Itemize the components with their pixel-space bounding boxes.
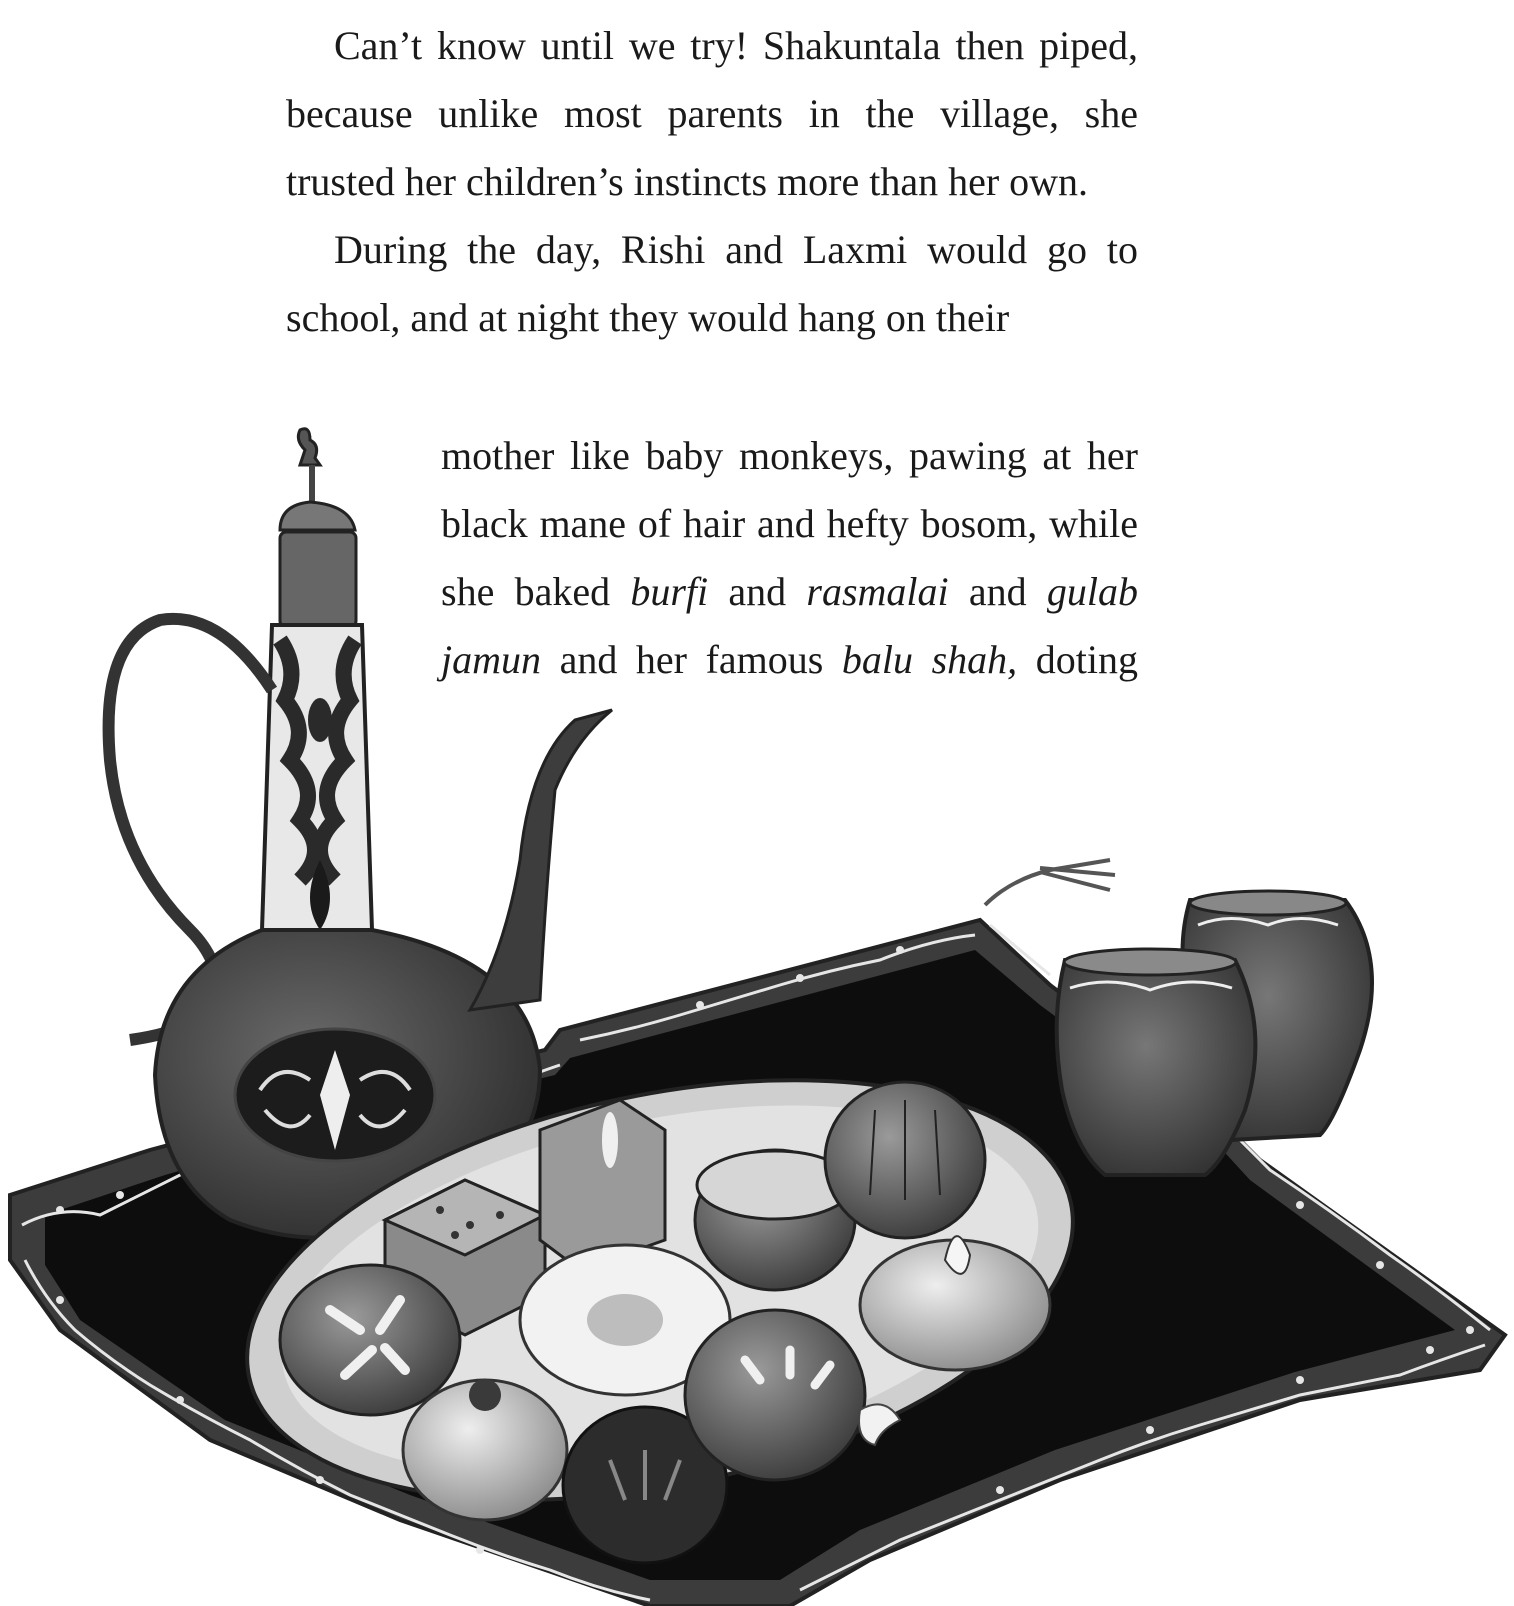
text-line: black mane of hair and hefty bosom, while [441,501,1138,546]
sweet-name: burfi [630,569,709,614]
sweet-name: balu shah, [841,637,1018,682]
paragraph-2: During the day, Rishi and Laxmi would go to school, and at night they would hang on their [286,227,1138,340]
sweet-name: gulab [1046,569,1138,614]
paragraph-1: Can’t know until we try! Shakuntala then piped, because unlike most parents in the village, she trusted her children’s instincts more than her own. [286,23,1138,204]
sweet-name: jamun [441,637,541,682]
text-run: doting [1017,637,1138,682]
clay-pot-icon [1057,949,1256,1175]
text-run: and [708,569,807,614]
text-run: and [948,569,1047,614]
text-run: and her famous [541,637,842,682]
text-run: she baked [441,569,631,614]
text-line: mother like baby monkeys, pawing at her [441,433,1138,478]
sweet-name: rasmalai [806,569,949,614]
